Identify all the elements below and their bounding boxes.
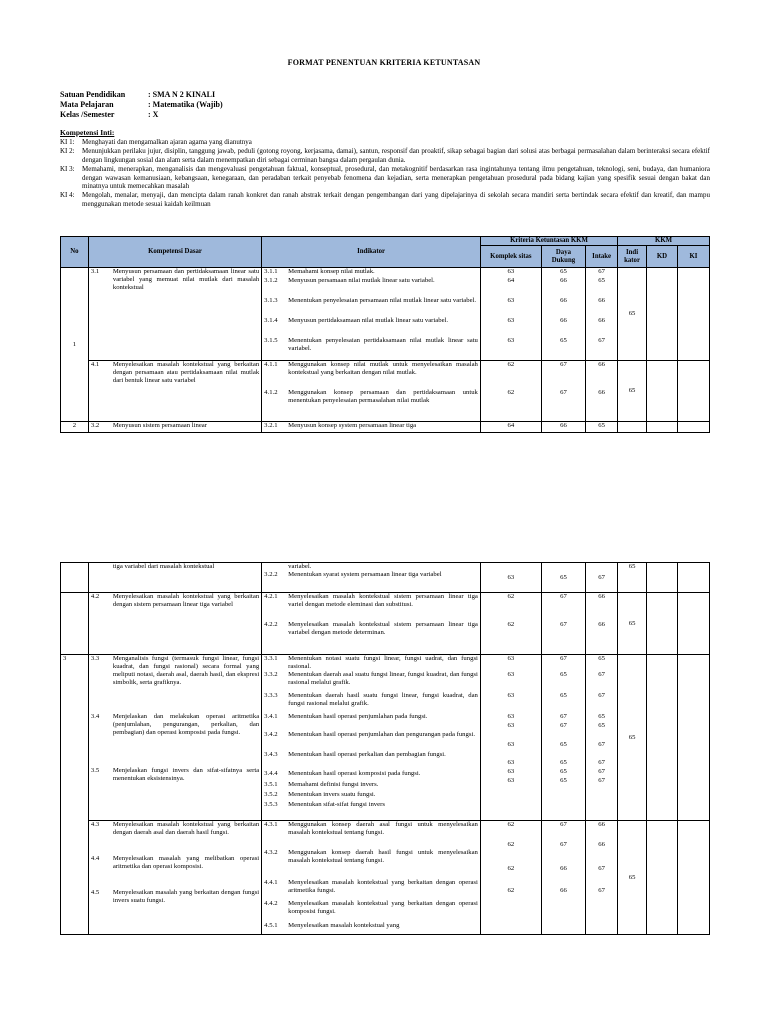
kd-text: Menjelaskan fungsi invers dan sifat-sifatnya serta menentukan eksistensinya. (112, 767, 260, 782)
kompleksitas-value: 63 (507, 268, 515, 275)
meta-label: Kelas /Semester (60, 110, 115, 119)
intake-value: 67 (598, 337, 605, 344)
row-number (61, 563, 89, 593)
indicator-number: 4.5.1 (264, 922, 278, 929)
daya-dukung-cell (541, 821, 585, 935)
kkm-kd-value (647, 593, 678, 655)
kompleksitas-value: 63 (507, 777, 515, 784)
daya-dukung-value: 67 (560, 655, 567, 662)
kkm-ki-value (677, 821, 709, 935)
indicator-text: Menentukan daerah hasil suatu fungsi linear, fungsi kuadrat, dan fungsi rasional melalui grafik. (288, 692, 478, 707)
intake-value: 66 (598, 821, 605, 828)
indicator-number: 4.4.1 (264, 879, 278, 886)
table-row (61, 655, 710, 821)
kompleksitas-value: 63 (507, 713, 515, 720)
ki-text: Menunjukkan perilaku jujur, disiplin, tanggung jawab, peduli (gotong royong, kerjasama, damai), santun, responsif dan proaktif, sikap sebagai bagian dari solusi atas berbagai permasalahan dalam berinteraksi secara efektif dengan lingkungan sosial dan alam serta dalam menempatkan diri sebagai cerminan bangsa dalam pergaulan dunia. (82, 146, 710, 164)
kkm-indikator-value (618, 422, 647, 433)
header-kkm: KKM (618, 237, 710, 246)
header-kkm-indikator: Indi kator (618, 246, 647, 268)
kompleksitas-value: 62 (507, 389, 515, 396)
daya-dukung-value: 66 (560, 297, 567, 304)
kd-cell (88, 268, 261, 361)
kkm-indikator-value: 65 (618, 268, 647, 361)
daya-dukung-value: 66 (560, 317, 567, 324)
daya-dukung-value: 67 (560, 713, 567, 720)
ki-code: KI 1: (60, 137, 75, 146)
kompleksitas-value: 62 (507, 593, 515, 600)
kkm-indikator-value: 65 (618, 655, 647, 821)
table-row (61, 268, 710, 361)
header-daya-dukung: Daya Dukung (541, 246, 585, 268)
kompleksitas-value: 63 (507, 692, 515, 699)
intake-value: 66 (598, 593, 605, 600)
daya-dukung-value: 67 (560, 722, 567, 729)
daya-dukung-value: 67 (560, 361, 567, 368)
indicator-number: 3.5.1 (264, 781, 278, 788)
indicator-text: Menentukan hasil operasi komposisi pada fungsi. (288, 770, 421, 777)
kkm-indikator-value: 65 (618, 361, 647, 422)
kd-text: Menganalisis fungsi (termasuk fungsi linear, fungsi kuadrat, dan fungsi rasional) secara formal yang meliputi notasi, daerah asal, daerah hasil, dan ekspresi simbolik, serta grafiknya. (112, 655, 260, 686)
indicator-text: Menentukan penyelesaian pertidaksamaan nilai mutlak linear satu variabel. (288, 337, 478, 352)
indicator-number: 3.2.2 (264, 571, 278, 578)
header-kriteria: Kriteria Ketuntasan KKM (480, 237, 617, 246)
kompleksitas-value: 63 (507, 337, 515, 344)
indicator-text: Menyelesaikan masalah kontekstual sistem persamaan linear tiga variel dengan metode eleminasi dan substitusi. (288, 593, 478, 608)
intake-value: 66 (598, 621, 605, 628)
kd-cell (88, 422, 261, 433)
indicator-text: Menentukan syarat system persamaan linear tiga variabel (288, 571, 442, 578)
daya-dukung-value: 66 (541, 422, 585, 433)
kompleksitas-value: 62 (507, 821, 515, 828)
daya-dukung-value: 67 (560, 821, 567, 828)
indicator-cell (262, 268, 481, 361)
indicator-number: 3.4.4 (264, 770, 278, 777)
meta-row (60, 100, 223, 110)
daya-dukung-cell (541, 268, 585, 361)
intake-value: 65 (598, 713, 605, 720)
kkm-ki-value (677, 655, 709, 821)
kompleksitas-value: 62 (507, 361, 515, 368)
indicator-text: Menentukan hasil operasi penjumlahan dan pengurangan pada fungsi. (288, 731, 475, 738)
kompleksitas-value: 63 (507, 768, 515, 775)
kompleksitas-value: 63 (507, 759, 515, 766)
kompleksitas-cell (480, 655, 541, 821)
kompleksitas-cell (480, 593, 541, 655)
kd-text: tiga variabel dari masalah kontekstual (112, 563, 215, 570)
meta-label: Satuan Pendidikan (60, 90, 126, 99)
indicator-number: 3.3.3 (264, 692, 278, 699)
intake-value: 65 (598, 655, 605, 662)
meta-row (60, 90, 223, 100)
kd-text: Menyelesaikan masalah kontekstual yang berkaitan dengan persamaan atau pertidaksamaan nilai mutlak dari bentuk linear satu variabel (112, 361, 260, 384)
document-title: FORMAT PENENTUAN KRITERIA KETUNTASAN (287, 58, 481, 67)
indicator-number: 3.2.1 (264, 422, 278, 429)
row-number (61, 593, 89, 655)
daya-dukung-value: 67 (560, 621, 567, 628)
kkm-ki-value (677, 422, 709, 433)
kd-text: Menyelesaikan masalah yang melibatkan operasi aritmetika dan operasi komposisi. (112, 855, 260, 870)
indicator-text: Menentukan hasil operasi penjumlahan pada fungsi. (288, 713, 428, 720)
table-row (61, 361, 710, 422)
indicator-text: Memahami definisi fungsi invers. (288, 781, 379, 788)
kkm-ki-value (677, 593, 709, 655)
intake-value: 67 (598, 865, 605, 872)
ki-heading: Kompetensi Inti: (60, 128, 115, 137)
intake-value: 66 (598, 841, 605, 848)
daya-dukung-value: 65 (541, 563, 585, 593)
kompetensi-inti-block (60, 129, 710, 209)
ki-item (60, 138, 710, 147)
kkm-ki-value (677, 361, 709, 422)
kompleksitas-value: 62 (507, 887, 515, 894)
indicator-number: 3.4.1 (264, 713, 278, 720)
indicator-number: 3.3.1 (264, 655, 278, 662)
indicator-text: Menentukan penyelesaian persamaan nilai mutlak linear satu variabel. (288, 297, 477, 304)
indicator-text: Menentukan daerah asal suatu fungsi linear, fungsi kuadrat, dan fungsi rasional melalui grafik. (288, 671, 478, 686)
indicator-number: 4.2.1 (264, 593, 278, 600)
kompleksitas-value: 63 (480, 563, 541, 593)
kompleksitas-value: 63 (507, 317, 515, 324)
indicator-number: 3.1.4 (264, 317, 278, 324)
kompleksitas-cell (480, 268, 541, 361)
ki-code: KI 4: (60, 191, 75, 200)
indicator-number: 4.2.2 (264, 621, 278, 628)
kompleksitas-value: 64 (480, 422, 541, 433)
ki-text: Mengolah, menalar, menyaji, dan mencipta dalam ranah konkret dan ranah abstrak terkait dengan pengembangan dari yang dipelajarinya di sekolah secara mandiri serta bertindak secara efektif dan kreatif, dan mampu menggunakan metode sesuai kaidah keilmuan (82, 191, 710, 209)
meta-label: Mata Pelajaran (60, 100, 114, 109)
kd-cell (88, 593, 261, 655)
kd-text: Menyusun persamaan dan pertidaksamaan linear satu variabel yang memuat nilai mutlak dari masalah kontekstual (112, 268, 260, 291)
indicator-text: Menggunakan konsep daerah hasil fungsi untuk menyelesaikan masalah kontekstual tentang fungsi. (288, 849, 478, 864)
indicator-text: Menyelesaikan masalah kontekstual sistem persamaan linear tiga variabel dengan metode determinan. (288, 621, 478, 636)
indicator-cell (262, 655, 481, 821)
kkm-table-page-2 (60, 562, 710, 935)
intake-value: 67 (586, 563, 618, 593)
kompleksitas-value: 63 (507, 671, 515, 678)
kompleksitas-value: 62 (507, 841, 515, 848)
indicator-text: variabel. (288, 563, 312, 570)
row-number: 1 (61, 268, 89, 422)
header-intake: Intake (586, 246, 618, 268)
kkm-kd-value (647, 655, 678, 821)
indicator-text: Menyelesaikan masalah kontekstual yang berkaitan dengan operasi komposisi fungsi. (288, 900, 478, 915)
kompleksitas-value: 62 (507, 865, 515, 872)
indicator-text: Menggunakan konsep daerah asal fungsi untuk menyelesaikan masalah kontekstual tentang fungsi. (288, 821, 478, 836)
kd-cell (88, 361, 261, 422)
daya-dukung-value: 66 (560, 887, 567, 894)
intake-value: 67 (598, 777, 605, 784)
kkm-indikator-value: 65 (618, 821, 647, 935)
intake-cell (586, 268, 618, 361)
indicator-number: 4.3.2 (264, 849, 278, 856)
indicator-number: 3.1.3 (264, 297, 278, 304)
ki-text: Menghayati dan mengamalkan ajaran agama yang dianutnya (82, 137, 252, 146)
daya-dukung-value: 67 (560, 841, 567, 848)
kd-number: 4.1 (90, 361, 100, 368)
indicator-number: 3.4.3 (264, 751, 278, 758)
kkm-kd-value (647, 563, 678, 593)
header-kompetensi-dasar: Kompetensi Dasar (88, 237, 261, 268)
indicator-text: Menyelesaikan masalah kontekstual yang (288, 922, 400, 929)
daya-dukung-cell (541, 593, 585, 655)
indicator-cell (262, 361, 481, 422)
kd-text: Menyelesaikan masalah yang berkaitan dengan fungsi invers suatu fungsi. (112, 889, 260, 904)
table-row (61, 422, 710, 433)
header-indikator: Indikator (262, 237, 481, 268)
kkm-indikator-value: 65 (618, 563, 647, 593)
indicator-number: 3.4.2 (264, 731, 278, 738)
kompleksitas-value: 63 (507, 297, 515, 304)
kd-number: 3.3 (90, 655, 100, 662)
header-kompleksitas: Komplek sitas (480, 246, 541, 268)
indicator-text: Menyusun konsep system persamaan linear tiga (288, 422, 417, 429)
indicator-number: 4.1.1 (264, 361, 278, 368)
meta-value: : Matematika (Wajib) (148, 100, 223, 109)
identity-block (60, 90, 223, 120)
kompleksitas-value: 63 (507, 655, 515, 662)
intake-value: 65 (598, 277, 605, 284)
kkm-kd-value (647, 821, 678, 935)
intake-value: 66 (598, 389, 605, 396)
kompleksitas-cell (480, 361, 541, 422)
kd-cell (88, 655, 261, 821)
meta-value: : X (148, 110, 159, 119)
daya-dukung-value: 67 (560, 593, 567, 600)
daya-dukung-value: 67 (560, 389, 567, 396)
kd-cell (88, 821, 261, 935)
ki-code: KI 2: (60, 146, 75, 155)
kompleksitas-value: 64 (507, 277, 515, 284)
daya-dukung-value: 65 (560, 337, 567, 344)
indicator-number: 4.3.1 (264, 821, 278, 828)
indicator-cell (262, 422, 481, 433)
indicator-text: Menentukan sifat-sifat fungsi invers (288, 801, 385, 808)
indicator-number: 3.5.3 (264, 801, 278, 808)
daya-dukung-cell (541, 361, 585, 422)
indicator-cell (262, 563, 481, 593)
indicator-number: 3.1.5 (264, 337, 278, 344)
kkm-kd-value (646, 422, 677, 433)
header-kkm-kd: KD (646, 246, 677, 268)
ki-code: KI 3: (60, 164, 75, 173)
intake-value: 65 (598, 722, 605, 729)
header-no: No (61, 237, 89, 268)
meta-value: : SMA N 2 KINALI (148, 90, 216, 99)
kd-cell (88, 563, 261, 593)
kd-number: 4.4 (90, 855, 100, 862)
intake-value: 67 (598, 671, 605, 678)
kd-text: Menyelesaikan masalah kontekstual yang berkaitan dengan daerah asal dan daerah hasil fungsi. (112, 821, 260, 836)
intake-value: 65 (586, 422, 618, 433)
kd-number: 4.5 (90, 889, 100, 896)
intake-value: 67 (598, 887, 605, 894)
row-number: 2 (61, 422, 89, 433)
kd-number: 3.5 (90, 767, 100, 774)
header-kkm-ki: KI (677, 246, 709, 268)
kkm-kd-value (646, 361, 677, 422)
row-number: 3 (61, 655, 89, 935)
intake-value: 67 (598, 759, 605, 766)
ki-item (60, 165, 710, 192)
indicator-number: 3.1.2 (264, 277, 278, 284)
kd-text: Menyelesaikan masalah kontekstual yang berkaitan dengan sistem persamaan linear tiga variabel (112, 593, 260, 608)
kkm-ki-value (677, 563, 709, 593)
intake-value: 67 (598, 741, 605, 748)
daya-dukung-value: 65 (560, 777, 567, 784)
table-row (61, 821, 710, 935)
indicator-text: Menggunakan konsep persamaan dan pertidaksamaan untuk menentukan penyelesaian permasalahan nilai mutlak (288, 389, 478, 404)
daya-dukung-value: 66 (560, 865, 567, 872)
indicator-text: Menyusun pertidaksamaan nilai mutlak linear satu variabel. (288, 317, 449, 324)
kkm-table-page-1 (60, 236, 710, 433)
kd-text: Menjelaskan dan melakukan operasi aritmetika (penjumlahan, pengurangan, perkalian, dan pembagian) dan operasi komposisi pada fungsi. (112, 713, 260, 736)
intake-value: 67 (598, 692, 605, 699)
daya-dukung-cell (541, 655, 585, 821)
intake-value: 66 (598, 361, 605, 368)
daya-dukung-value: 65 (560, 759, 567, 766)
meta-row (60, 110, 223, 120)
indicator-number: 4.1.2 (264, 389, 278, 396)
intake-cell (586, 821, 618, 935)
table-row (61, 563, 710, 593)
ki-item (60, 191, 710, 209)
indicator-text: Menentukan notasi suatu fungsi linear, fungsi uadrat, dan fungsi rasional. (288, 655, 478, 670)
ki-item (60, 147, 710, 165)
kompleksitas-cell (480, 821, 541, 935)
daya-dukung-value: 65 (560, 741, 567, 748)
intake-value: 67 (598, 268, 605, 275)
daya-dukung-value: 66 (560, 277, 567, 284)
daya-dukung-value: 65 (560, 692, 567, 699)
indicator-text: Memahami konsep nilai mutlak. (288, 268, 375, 275)
kompleksitas-value: 63 (507, 722, 515, 729)
kompleksitas-value: 62 (507, 621, 515, 628)
daya-dukung-value: 65 (560, 268, 567, 275)
intake-cell (586, 593, 618, 655)
intake-value: 66 (598, 317, 605, 324)
kd-number: 3.1 (90, 268, 100, 275)
kd-number: 4.3 (90, 821, 100, 828)
intake-cell (586, 655, 618, 821)
ki-text: Memahami, menerapkan, menganalisis dan mengevaluasi pengetahuan faktual, konseptual, prosedural, dan metakognitif berdasarkan rasa ingintahunya tentang ilmu pengetahuan, teknologi, seni, budaya, dan humaniora dengan wawasan kemanusiaan, kebangsaan, kenegaraan, dan peradaban terkait penyebab fenomena dan kejadian, serta menerapkan pengetahuan prosedural pada bidang kajian yang spesifik sesuai dengan bakat dan minatnya untuk memecahkan masalah (82, 164, 710, 191)
indicator-cell (262, 593, 481, 655)
kkm-kd-value (646, 268, 677, 361)
indicator-number: 3.1.1 (264, 268, 278, 275)
indicator-text: Menggunakan konsep nilai mutlak untuk menyelesaikan masalah kontekstual yang berkaitan dengan nilai mutlak. (288, 361, 478, 376)
kd-text: Menyusun sistem persamaan linear (112, 422, 208, 429)
daya-dukung-value: 65 (560, 671, 567, 678)
indicator-number: 3.5.2 (264, 791, 278, 798)
indicator-text: Menyusun persamaan nilai mutlak linear satu variabel. (288, 277, 435, 284)
intake-cell (586, 361, 618, 422)
indicator-text: Menentukan hasil operasi perkalian dan pembagian fungsi. (288, 751, 446, 758)
kd-number: 4.2 (90, 593, 100, 600)
kkm-indikator-value: 65 (618, 593, 647, 655)
table-row (61, 593, 710, 655)
intake-value: 67 (598, 768, 605, 775)
kd-number: 3.4 (90, 713, 100, 720)
kkm-ki-value (677, 268, 709, 361)
indicator-number: 3.3.2 (264, 671, 278, 678)
kompleksitas-value: 63 (507, 741, 515, 748)
daya-dukung-value: 65 (560, 768, 567, 775)
indicator-text: Menyelesaikan masalah kontekstual yang berkaitan dengan operasi aritmetika fungsi. (288, 879, 478, 894)
indicator-text: Menentukan invers suatu fungsi. (288, 791, 376, 798)
indicator-cell (262, 821, 481, 935)
kd-number: 3.2 (90, 422, 100, 429)
indicator-number: 4.4.2 (264, 900, 278, 907)
intake-value: 66 (598, 297, 605, 304)
